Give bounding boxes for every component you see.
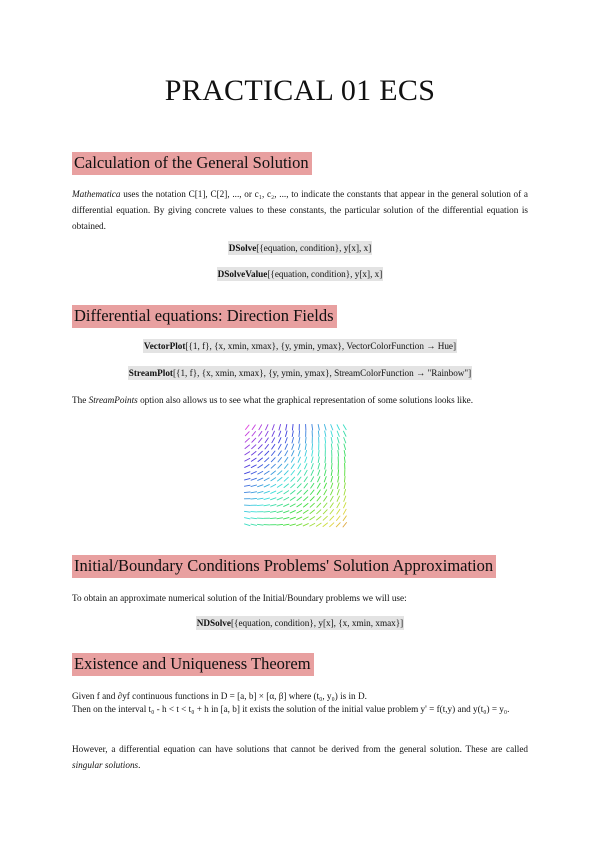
vectorplot-command: VectorPlot [143,341,186,351]
mathematica-italic: Mathematica [72,189,121,199]
field-arrow [337,437,339,443]
field-arrow [270,484,276,487]
field-arrow [292,431,293,437]
field-arrow [264,478,270,481]
field-arrow [338,450,339,456]
field-arrow [296,517,302,520]
field-arrow [311,470,314,476]
field-arrow [257,471,263,474]
field-arrow [285,444,288,450]
field-arrow [257,524,263,525]
field-arrow [244,485,250,486]
field-arrow [318,450,319,456]
dsolvevalue-command: DSolveValue [217,269,268,279]
field-arrow [244,518,250,519]
field-arrow [337,483,339,489]
field-arrow [291,450,294,456]
field-arrow [278,464,282,469]
field-arrow [258,431,262,436]
field-arrow [292,437,294,443]
field-arrow [290,490,295,494]
field-arrow [311,457,313,463]
field-arrow [290,517,296,519]
field-arrow [331,444,332,450]
field-arrow [318,424,319,430]
field-arrow [317,490,321,495]
field-arrow [251,485,257,487]
field-arrow [330,489,333,495]
field-arrow [265,451,269,456]
field-arrow [270,504,276,506]
field-arrow [258,444,262,449]
field-arrow [285,450,288,456]
field-arrow [290,504,296,507]
field-arrow [258,451,263,455]
field-arrow [344,489,346,495]
field-arrow [284,464,288,469]
field-arrow [290,484,295,488]
field-arrow [331,476,333,482]
field-arrow [277,471,282,475]
field-arrow [270,498,276,500]
field-arrow [292,444,294,450]
field-arrow [323,509,327,514]
field-arrow [271,457,275,462]
field-arrow [251,518,257,519]
field-arrow [277,497,283,500]
field-arrow [317,496,321,501]
field-arrow [316,510,321,514]
field-arrow [344,483,345,489]
field-arrow [303,503,308,507]
field-arrow [272,437,275,443]
singular-post: . [138,760,141,770]
field-arrow [330,496,333,502]
section-heading-existence-theorem: Existence and Uniqueness Theorem [72,653,314,676]
field-arrow [311,476,314,482]
field-arrow [318,470,320,476]
field-arrow [270,511,276,512]
field-arrow [324,424,326,430]
field-arrow [277,491,283,494]
field-arrow [265,424,268,430]
page-title: PRACTICAL 01 ECS [164,74,436,107]
field-arrow [299,431,300,437]
vectorplot-code [0,339,600,353]
field-arrow [330,503,334,508]
field-arrow [290,510,296,513]
field-arrow [291,457,294,463]
section-heading-approximation: Initial/Boundary Conditions Problems' Solution Approximation [72,555,496,578]
field-arrow [325,431,326,437]
field-arrow [265,444,269,449]
field-arrow [317,476,320,482]
field-arrow [299,437,300,443]
field-arrow [331,470,332,476]
streampoints-post: option also allows us to see what the graphical representation of some solutions looks like. [137,395,474,405]
field-arrow [257,491,263,493]
field-arrow [343,516,347,521]
field-arrow [344,450,345,456]
field-arrow [251,492,257,493]
field-arrow [283,511,289,513]
field-arrow [325,457,326,463]
field-arrow [271,444,275,449]
streampoints-pre: The [72,395,89,405]
field-arrow [271,451,275,456]
field-arrow [309,523,315,526]
field-arrow [278,444,281,450]
field-arrow [324,470,326,476]
field-arrow [277,504,283,506]
field-arrow [337,489,339,495]
field-arrow [312,450,313,456]
field-arrow [283,497,289,500]
field-arrow [245,425,249,430]
dsolve-code [0,241,600,255]
field-arrow [259,424,262,430]
field-arrow [324,483,327,489]
field-arrow [317,483,320,489]
field-arrow [291,464,295,469]
field-arrow [336,516,340,521]
field-arrow [244,524,250,526]
field-arrow [310,496,314,501]
dsolve-command: DSolve [228,243,257,253]
streamplot-args: [{1, f}, {x, xmin, xmax}, {y, ymin, ymax}, StreamColorFunction → "Rainbow"] [172,368,472,378]
ndsolve-command: NDSolve [196,618,231,628]
field-arrow [343,509,346,515]
field-arrow [251,451,256,455]
field-arrow [279,424,281,430]
field-arrow [257,498,263,499]
field-arrow [338,470,339,476]
field-arrow [303,523,309,526]
field-arrow [310,483,314,488]
field-arrow [258,465,263,469]
direction-field-plot [244,424,348,528]
field-arrow [330,516,334,521]
direction-field-arrows [244,424,347,527]
ndsolve-args: [{equation, condition}, y[x], {x, xmin, xmax}] [230,618,404,628]
field-arrow [286,424,287,430]
field-arrow [291,477,295,482]
field-arrow [285,431,287,437]
field-arrow [284,457,288,462]
general-solution-paragraph [72,186,528,234]
field-arrow [252,425,256,430]
field-arrow [329,523,334,527]
field-arrow [305,444,306,450]
field-arrow [264,505,270,506]
field-arrow [344,476,345,482]
section-heading-general-solution: Calculation of the General Solution [72,152,312,175]
field-arrow [305,437,306,443]
field-arrow [271,471,276,475]
field-arrow [323,503,327,508]
field-arrow [344,496,346,502]
field-arrow [264,464,269,468]
field-arrow [304,483,308,488]
field-arrow [336,509,340,514]
streampoints-italic: StreamPoints [88,395,138,405]
field-arrow [316,523,321,527]
field-arrow [245,452,250,456]
field-arrow [257,478,263,481]
field-arrow [278,451,282,456]
field-arrow [264,511,270,512]
field-arrow [330,509,334,514]
field-arrow [324,489,327,495]
field-arrow [344,444,346,450]
field-arrow [338,476,339,482]
field-arrow [251,445,256,449]
field-arrow [265,438,269,443]
field-arrow [264,484,270,487]
field-arrow [312,424,313,430]
singular-italic: singular solutions [72,760,139,770]
field-arrow [297,470,301,475]
field-arrow [277,518,283,519]
section-heading-direction-fields: Differential equations: Direction Fields [72,305,337,328]
field-arrow [244,511,250,512]
field-arrow [251,465,257,468]
field-arrow [285,437,287,443]
field-arrow [331,483,333,489]
field-arrow [331,431,333,437]
field-arrow [258,458,263,462]
streamplot-code [0,366,600,380]
field-arrow [310,510,315,514]
field-arrow [325,437,326,443]
field-arrow [244,478,250,480]
field-arrow [292,424,293,430]
field-arrow [284,484,289,488]
field-arrow [304,477,308,482]
field-arrow [324,476,326,482]
field-arrow [304,463,307,469]
field-arrow [245,445,250,449]
field-arrow [310,503,315,507]
field-arrow [337,502,340,508]
field-arrow [277,524,283,525]
field-arrow [336,522,340,527]
field-arrow [264,491,270,493]
dsolve-args: [{equation, condition}, y[x], x] [256,243,372,253]
field-arrow [284,477,289,481]
field-arrow [277,477,282,481]
field-arrow [331,437,332,443]
field-arrow [252,438,256,443]
field-arrow [298,457,301,463]
field-arrow [244,492,250,493]
field-arrow [244,458,250,461]
field-arrow [310,517,315,521]
field-arrow [316,516,321,520]
field-arrow [344,437,346,443]
field-arrow [283,504,289,507]
field-arrow [290,524,296,526]
field-arrow [331,424,333,430]
field-arrow [297,477,301,482]
field-arrow [343,522,347,527]
field-arrow [257,485,263,487]
field-arrow [337,496,340,502]
dsolvevalue-code [0,267,600,281]
field-arrow [303,497,308,501]
field-arrow [277,484,282,488]
streampoints-paragraph [72,392,528,408]
field-arrow [337,431,339,437]
theorem-line-2: Then on the interval t₀ - h < t < t₀ + h in [a, b] it exists the solution of the initial value problem y' = f(t,y) and y(t₀) = y₀. [72,704,510,714]
field-arrow [323,516,328,520]
field-arrow [323,496,327,501]
field-arrow [251,478,257,480]
field-arrow [244,472,250,474]
field-arrow [338,444,339,450]
field-arrow [252,431,256,436]
field-arrow [298,450,300,456]
field-arrow [343,424,346,430]
field-arrow [291,470,295,475]
field-arrow [251,498,257,499]
field-arrow [298,463,301,469]
field-arrow [264,458,269,462]
field-arrow [251,458,256,462]
field-arrow [284,491,289,495]
ndsolve-code [0,616,600,630]
streamplot-command: StreamPlot [128,368,173,378]
field-arrow [278,437,281,443]
field-arrow [270,491,276,494]
dsolvevalue-args: [{equation, condition}, y[x], x] [267,269,383,279]
field-arrow [271,464,276,468]
field-arrow [265,431,268,437]
field-arrow [343,431,346,437]
field-arrow [264,498,270,500]
field-arrow [272,424,274,430]
field-arrow [323,523,328,527]
field-arrow [245,431,249,436]
field-arrow [244,465,250,468]
field-arrow [303,517,309,520]
field-arrow [277,511,283,513]
field-arrow [304,490,308,495]
field-arrow [305,457,307,463]
field-arrow [344,457,345,463]
field-arrow [298,444,300,450]
field-arrow [310,490,314,495]
field-arrow [337,424,340,430]
field-arrow [258,438,262,443]
field-arrow [317,503,321,508]
theorem-line-1: Given f and ∂yf continuous functions in D = [a, b] × [α, β] where (t₀, y₀) is in D. [72,691,367,701]
field-arrow [305,450,307,456]
field-arrow [251,524,257,525]
field-arrow [278,457,282,462]
field-arrow [270,518,276,519]
field-arrow [264,471,269,475]
field-arrow [283,517,289,519]
field-arrow [311,463,313,469]
field-arrow [284,470,288,475]
field-arrow [318,463,320,469]
field-arrow [271,478,276,482]
field-arrow [303,510,308,514]
field-arrow [257,505,263,506]
field-arrow [296,524,302,526]
approximation-paragraph: To obtain an approximate numerical solution of the Initial/Boundary problems we will use: [72,593,407,603]
field-arrow [245,438,250,442]
singular-pre: However, a differential equation can have solutions that cannot be derived from the general solution. These are called [72,744,528,754]
field-arrow [297,490,302,494]
general-solution-text: uses the notation C[1], C[2], ..., or c₁, c₂, ..., to indicate the constants that appear in the general solution of a differential equation. By giving concrete values to these constants, the particular solution of the differential equation is obtained. [72,189,528,231]
field-arrow [312,444,313,450]
field-arrow [304,470,307,476]
field-arrow [297,483,301,488]
vectorplot-args: [{1, f}, {x, xmin, xmax}, {y, ymin, ymax}, VectorColorFunction → Hue] [185,341,457,351]
field-arrow [279,431,281,437]
field-arrow [318,431,319,437]
field-arrow [318,457,319,463]
field-arrow [272,431,275,437]
singular-solutions-paragraph [72,741,528,773]
field-arrow [283,524,289,525]
field-arrow [343,502,346,508]
field-arrow [296,510,302,513]
field-arrow [325,463,326,469]
field-arrow [297,497,302,501]
field-arrow [290,497,295,501]
field-arrow [251,471,257,474]
field-arrow [297,504,302,508]
field-arrow [331,463,332,469]
